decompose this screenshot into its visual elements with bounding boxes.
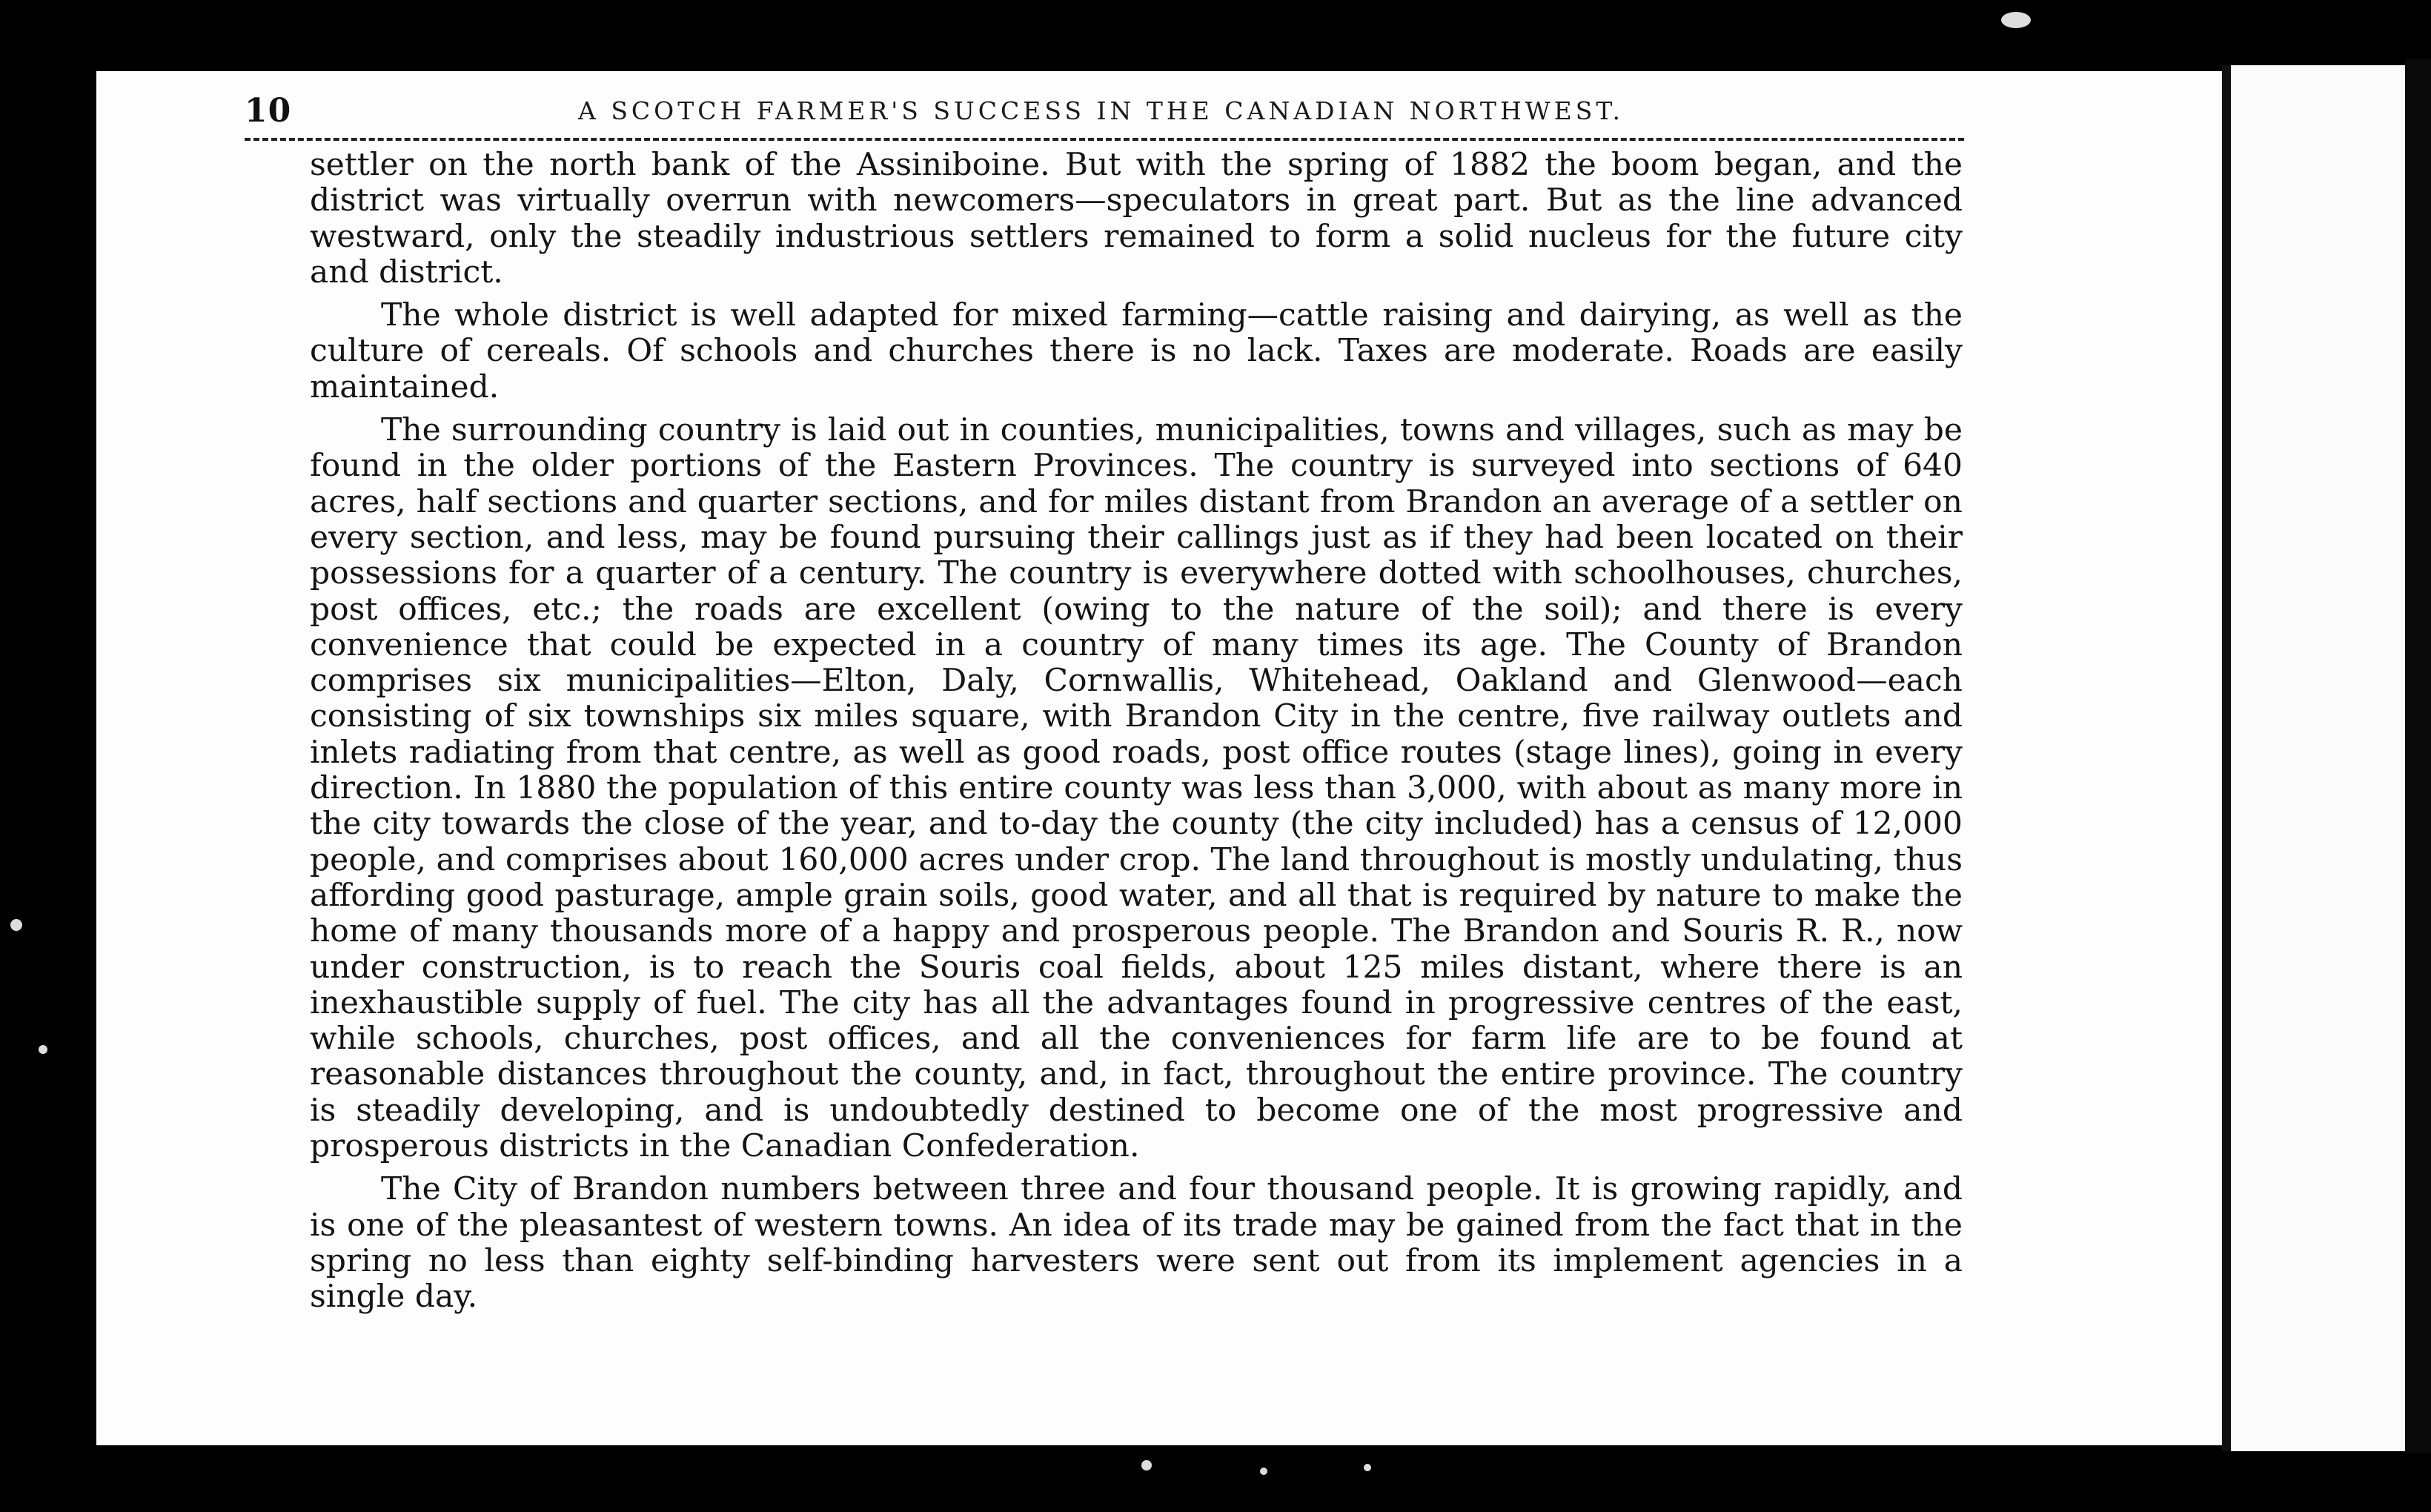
body-text <box>310 147 1963 1315</box>
page-gutter <box>2222 65 2231 1451</box>
scan-speck <box>1260 1468 1267 1475</box>
scan-border-right <box>2405 59 2431 1453</box>
scan-speck <box>39 1045 47 1054</box>
paragraph: The whole district is well adapted for mixed farming—cattle raising and dairying, as well as the culture of cereals. Of schools and churches there is no lack. Taxes are moderate. Roads are easily maintained. <box>310 296 1963 405</box>
facing-page-edge <box>2231 65 2405 1451</box>
scan-speck <box>1364 1464 1371 1471</box>
paragraph: settler on the north bank of the Assiniboine. But with the spring of 1882 the boom began, and the district was virtually overrun with newcomers—speculators in great part. But as the line advanced westward, only the steadily industrious settlers remained to form a solid nucleus for the future city and district. <box>310 146 1963 290</box>
page-number: 10 <box>245 92 292 130</box>
page-header <box>245 92 1964 136</box>
scan-speck <box>2001 12 2031 28</box>
running-head: A SCOTCH FARMER'S SUCCESS IN THE CANADIAN NORTHWEST. <box>578 96 1624 125</box>
paragraph: The City of Brandon numbers between three and four thousand people. It is growing rapidly, and is one of the pleasantest of western towns. An idea of its trade may be gained from the fact that in the spring no less than eighty self-binding harvesters were sent out from its implement agencies in a single day. <box>310 1170 1963 1315</box>
scan-speck <box>1141 1460 1152 1470</box>
scan-speck <box>10 919 22 931</box>
paragraph: The surrounding country is laid out in counties, municipalities, towns and villages, such as may be found in the older portions of the Eastern Provinces. The country is surveyed into sections of 640 acres, half sections and quarter sections, and for miles distant from Brandon an average of a settler on every section, and less, may be found pursuing their callings just as if they had been located on their possessions for a quarter of a century. The country is everywhere dotted with schoolhouses, churches, post offices, etc.; the roads are excellent (owing to the nature of the soil); and there is every convenience that could be expected in a country of many times its age. The County of Brandon comprises six municipalities—Elton, Daly, Cornwallis, Whitehead, Oakland and Glenwood—each consisting of six townships six miles square, with Brandon City in the centre, five railway outlets and inlets radiating from that centre, as well as good roads, post office routes (stage lines), going in every direction. In 1880 the population of this entire county was less than 3,000, with about as many more in the city towards the close of the year, and to-day the county (the city included) has a census of 12,000 people, and comprises about 160,000 acres under crop. The land throughout is mostly undulating, thus affording good pasturage, ample grain soils, good water, and all that is required by nature to make the home of many thousands more of a happy and prosperous people. The Brandon and Souris R. R., now under construction, is to reach the Souris coal fields, about 125 miles distant, where there is an inexhaustible supply of fuel. The city has all the advantages found in progressive centres of the east, while schools, churches, post offices, and all the conveniences for farm life are to be found at reasonable distances throughout the county, and, in fact, throughout the entire province. The country is steadily developing, and is undoubtedly destined to become one of the most progressive and prosperous districts in the Canadian Confederation. <box>310 411 1963 1164</box>
header-rule <box>245 138 1964 141</box>
